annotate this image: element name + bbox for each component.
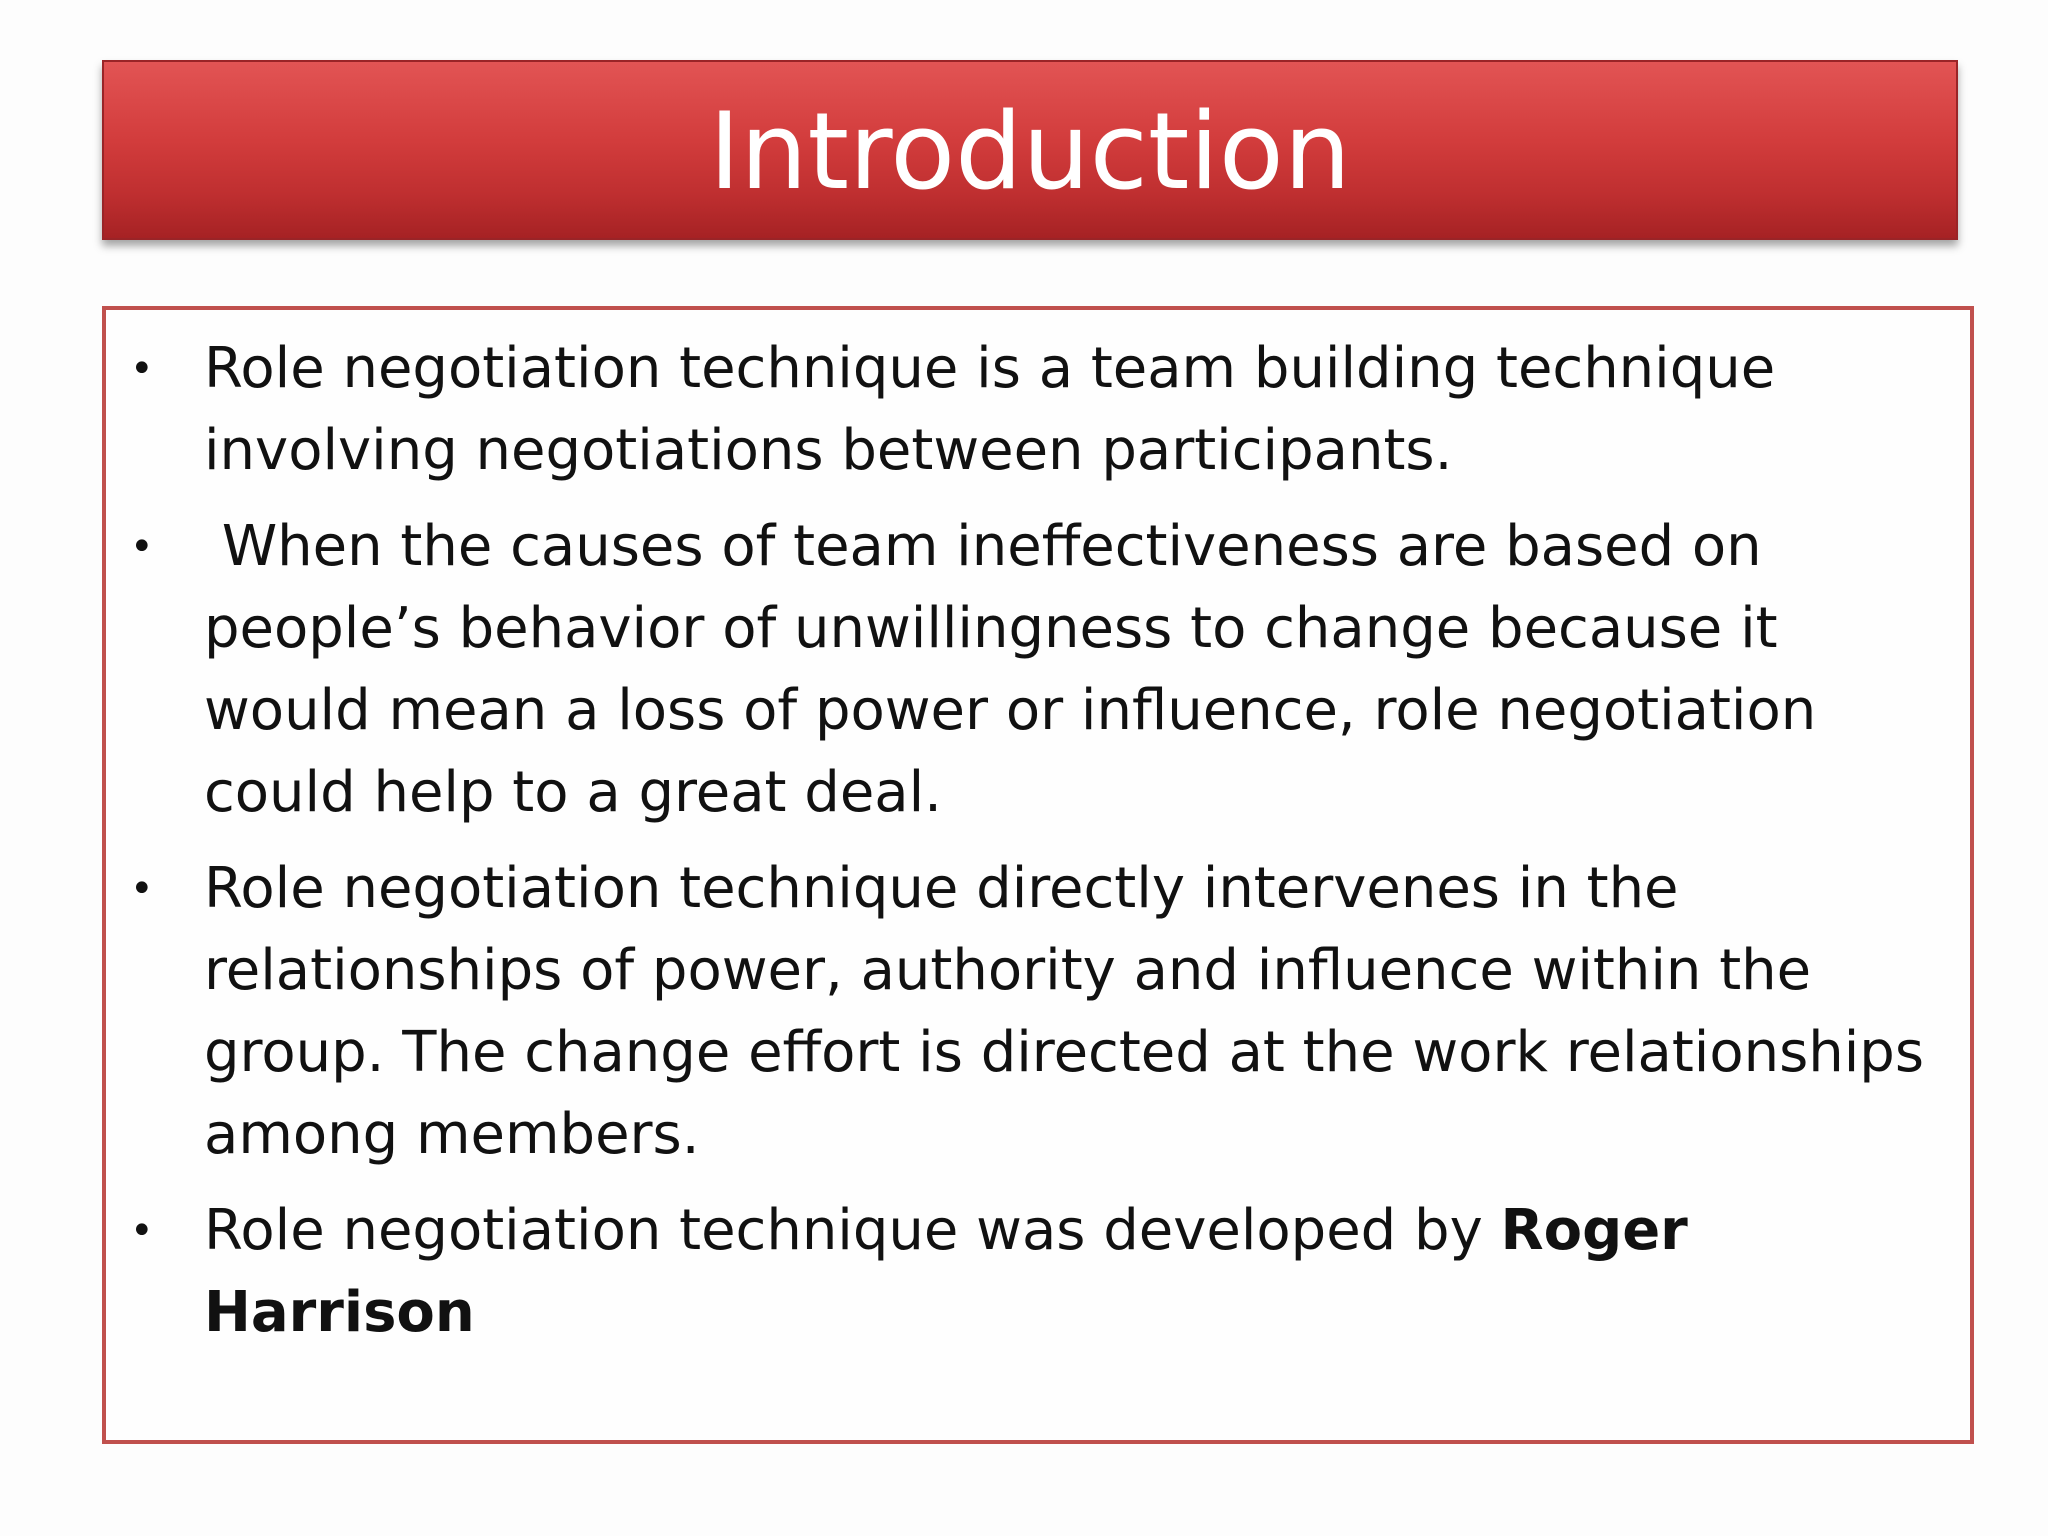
bullet-list <box>106 328 1966 1368</box>
bullet-icon: • <box>130 866 154 912</box>
bullet-icon: • <box>130 524 154 570</box>
bullet-item <box>106 848 1966 1176</box>
developer-name: Roger Harrison <box>204 1198 1688 1345</box>
bullet-text: Role negotiation technique is a team building technique involving negotiations between participants. <box>204 336 1776 483</box>
bullet-item <box>106 1190 1966 1354</box>
bullet-icon: • <box>130 346 154 392</box>
content-box <box>102 306 1974 1444</box>
bullet-text: Role negotiation technique directly intervenes in the relationships of power, authority and influence within the group. The change effort is directed at the work relationships among members. <box>204 856 1925 1167</box>
bullet-item <box>106 328 1966 492</box>
slide-title: Introduction <box>709 90 1351 213</box>
title-bar <box>102 60 1958 240</box>
bullet-text: When the causes of team ineffectiveness are based on people’s behavior of unwillingness to change because it would mean a loss of power or influence, role negotiation could help to a great deal. <box>204 514 1835 825</box>
bullet-icon: • <box>130 1208 154 1254</box>
bullet-text: Role negotiation technique was developed by <box>204 1198 1501 1263</box>
bullet-item <box>106 506 1966 834</box>
